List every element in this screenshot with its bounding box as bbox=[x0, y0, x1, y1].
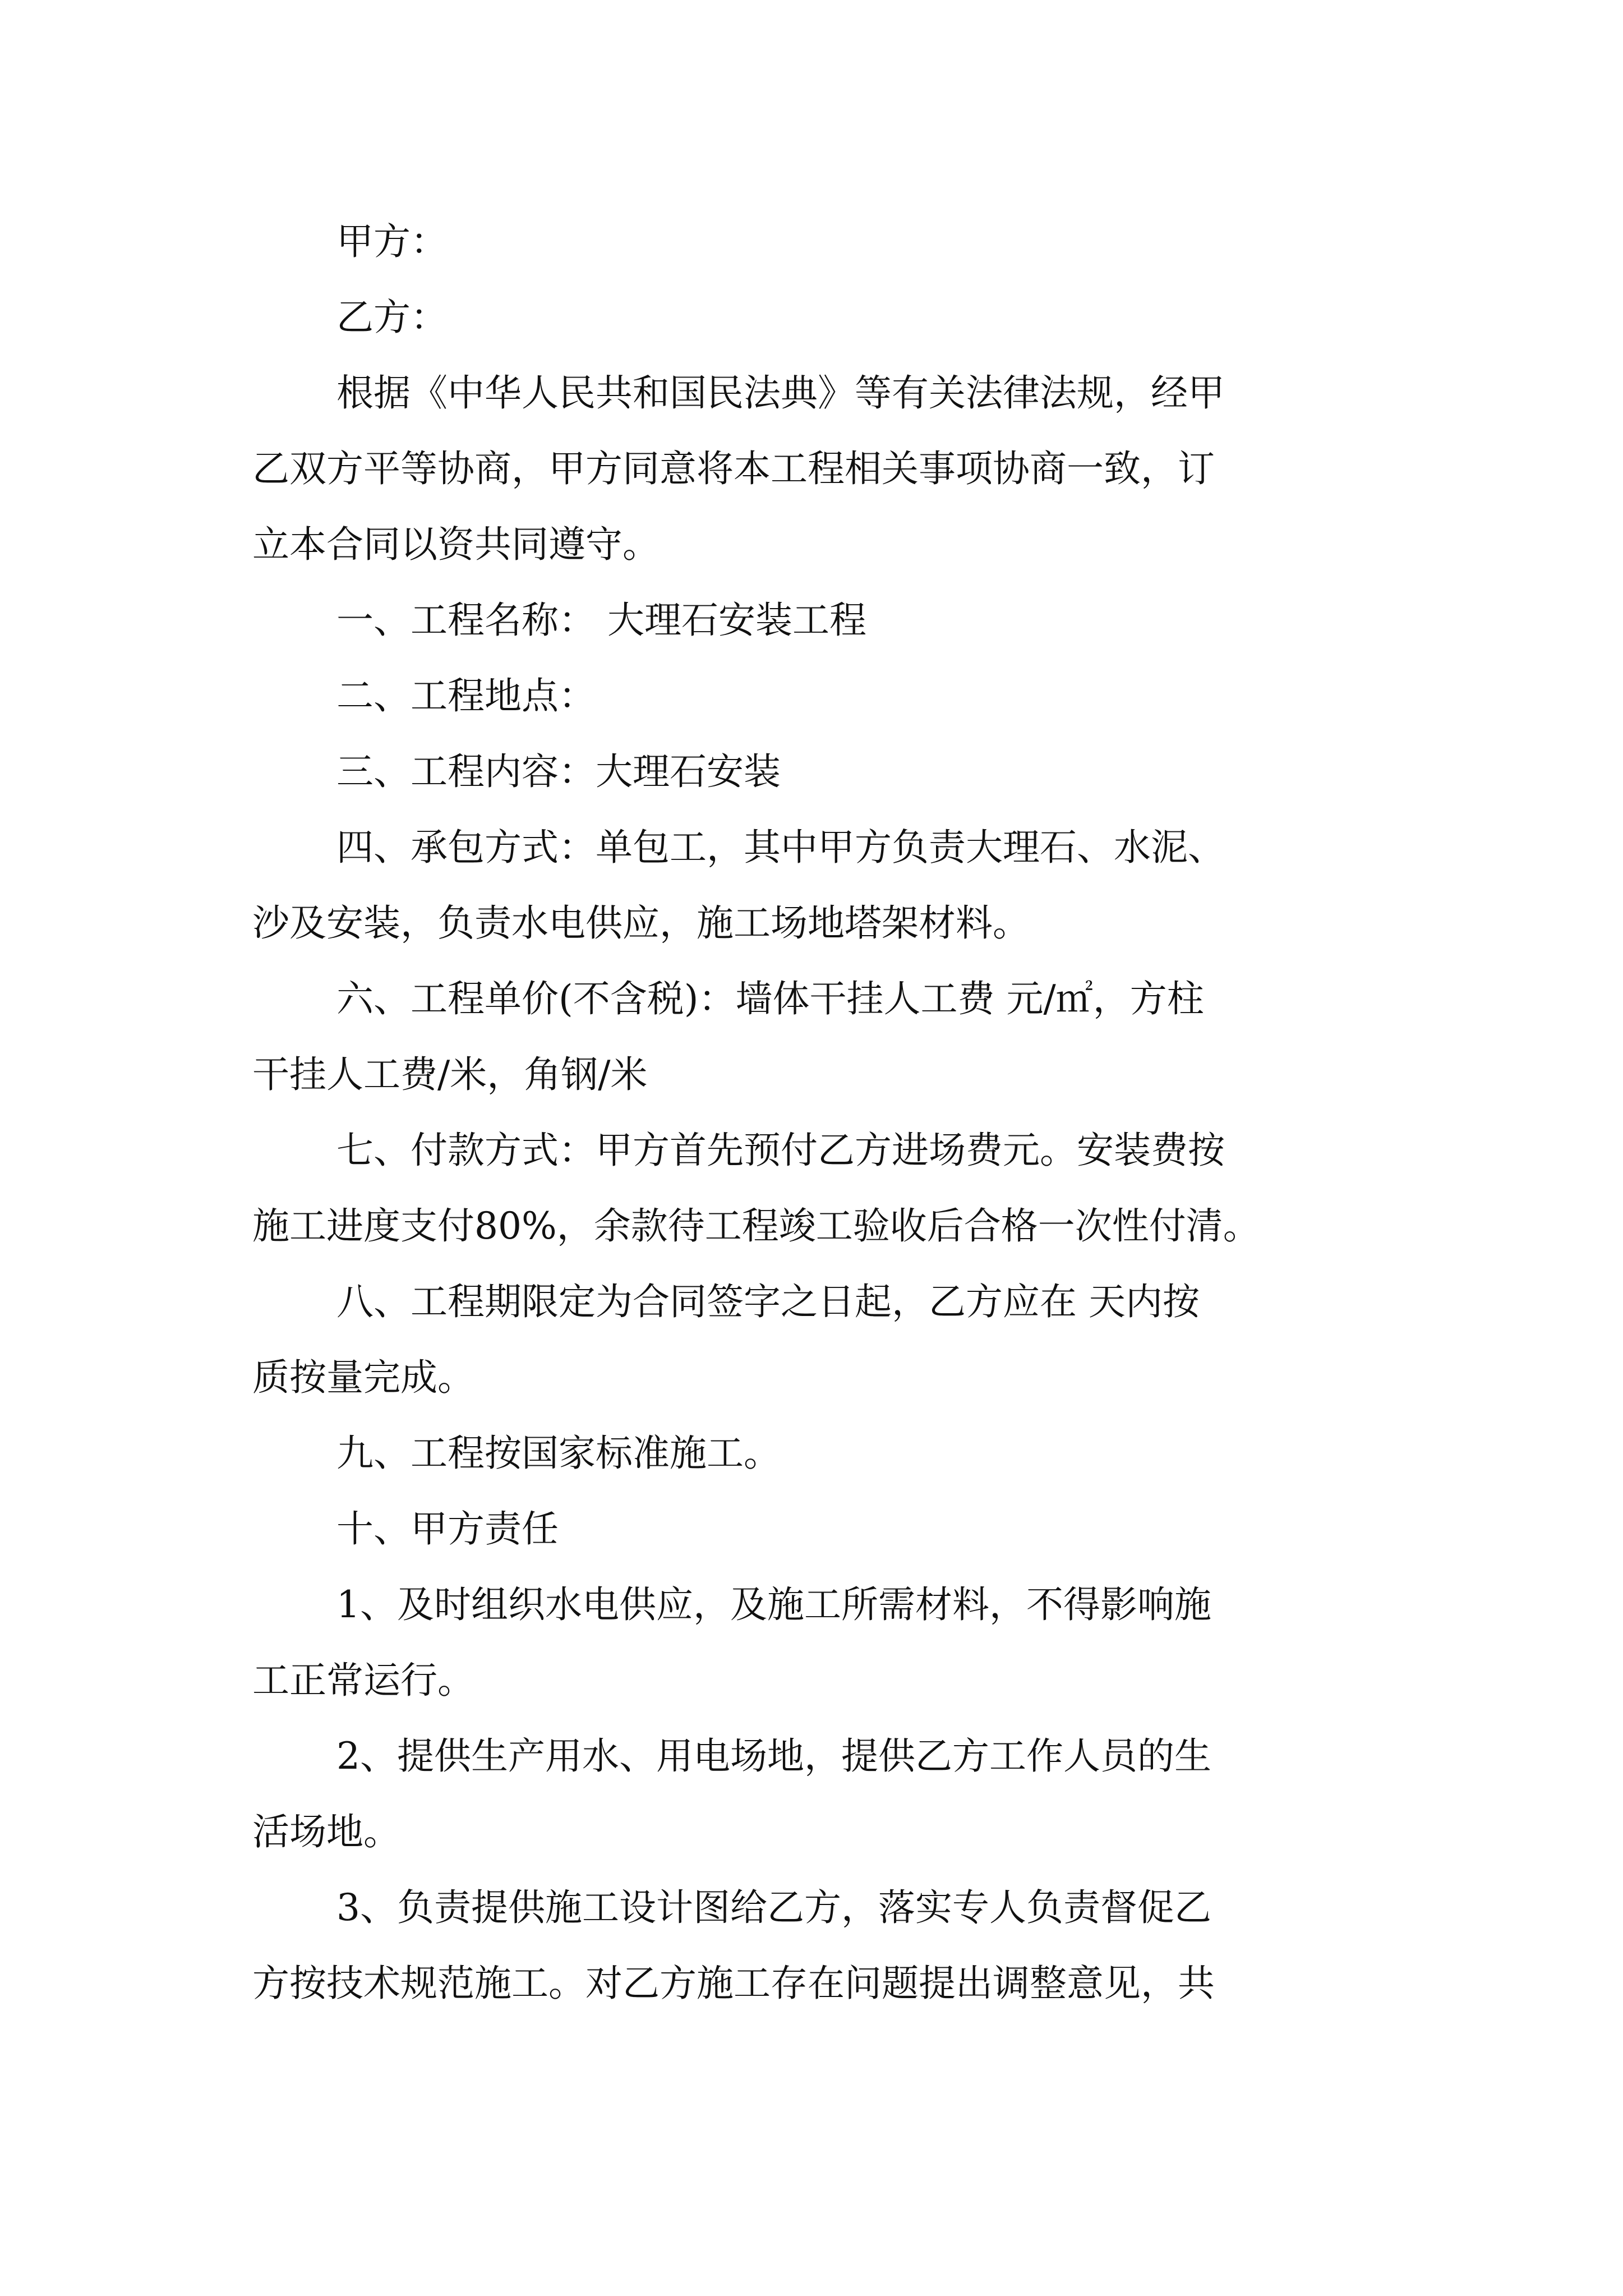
clause-unit-price-line-1: 六、工程单价(不含税)：墙体干挂人工费 元/㎡，方柱 bbox=[336, 977, 1204, 1020]
clause-payment-line-1: 七、付款方式：甲方首先预付乙方进场费元。安装费按 bbox=[336, 1129, 1225, 1172]
clause-project-content: 三、工程内容：大理石安装 bbox=[336, 750, 781, 793]
clause-project-location: 二、工程地点： bbox=[336, 674, 596, 717]
preamble-line-1: 根据《中华人民共和国民法典》等有关法律法规，经甲 bbox=[336, 371, 1225, 415]
clause-project-name: 一、工程名称： 大理石安装工程 bbox=[336, 599, 866, 642]
duty-1-line-1: 1、及时组织水电供应，及施工所需材料，不得影响施 bbox=[336, 1583, 1211, 1626]
clause-party-a-duties-heading: 十、甲方责任 bbox=[336, 1507, 559, 1550]
clause-contract-mode-line-2: 沙及安装，负责水电供应，施工场地塔架材料。 bbox=[252, 901, 1030, 945]
party-a-label: 甲方： bbox=[336, 220, 448, 263]
clause-unit-price-line-2: 干挂人工费/米，角钢/米 bbox=[252, 1053, 648, 1096]
clause-duration-line-1: 八、工程期限定为合同签字之日起，乙方应在 天内按 bbox=[336, 1280, 1200, 1323]
clause-standard: 九、工程按国家标准施工。 bbox=[336, 1432, 781, 1475]
duty-1-line-2: 工正常运行。 bbox=[252, 1659, 474, 1702]
duty-2-line-1: 2、提供生产用水、用电场地，提供乙方工作人员的生 bbox=[336, 1734, 1211, 1778]
clause-payment-line-2: 施工进度支付80%，余款待工程竣工验收后合格一次性付清。 bbox=[252, 1204, 1260, 1248]
duty-3-line-1: 3、负责提供施工设计图给乙方，落实专人负责督促乙 bbox=[336, 1886, 1211, 1929]
clause-duration-line-2: 质按量完成。 bbox=[252, 1356, 474, 1399]
party-b-label: 乙方： bbox=[336, 296, 448, 339]
preamble-line-3: 立本合同以资共同遵守。 bbox=[252, 523, 660, 566]
duty-3-line-2: 方按技术规范施工。对乙方施工存在问题提出调整意见，共 bbox=[252, 1962, 1215, 2005]
clause-contract-mode-line-1: 四、承包方式：单包工，其中甲方负责大理石、水泥、 bbox=[336, 826, 1225, 869]
duty-2-line-2: 活场地。 bbox=[252, 1810, 400, 1853]
preamble-line-2: 乙双方平等协商，甲方同意将本工程相关事项协商一致，订 bbox=[252, 447, 1215, 490]
